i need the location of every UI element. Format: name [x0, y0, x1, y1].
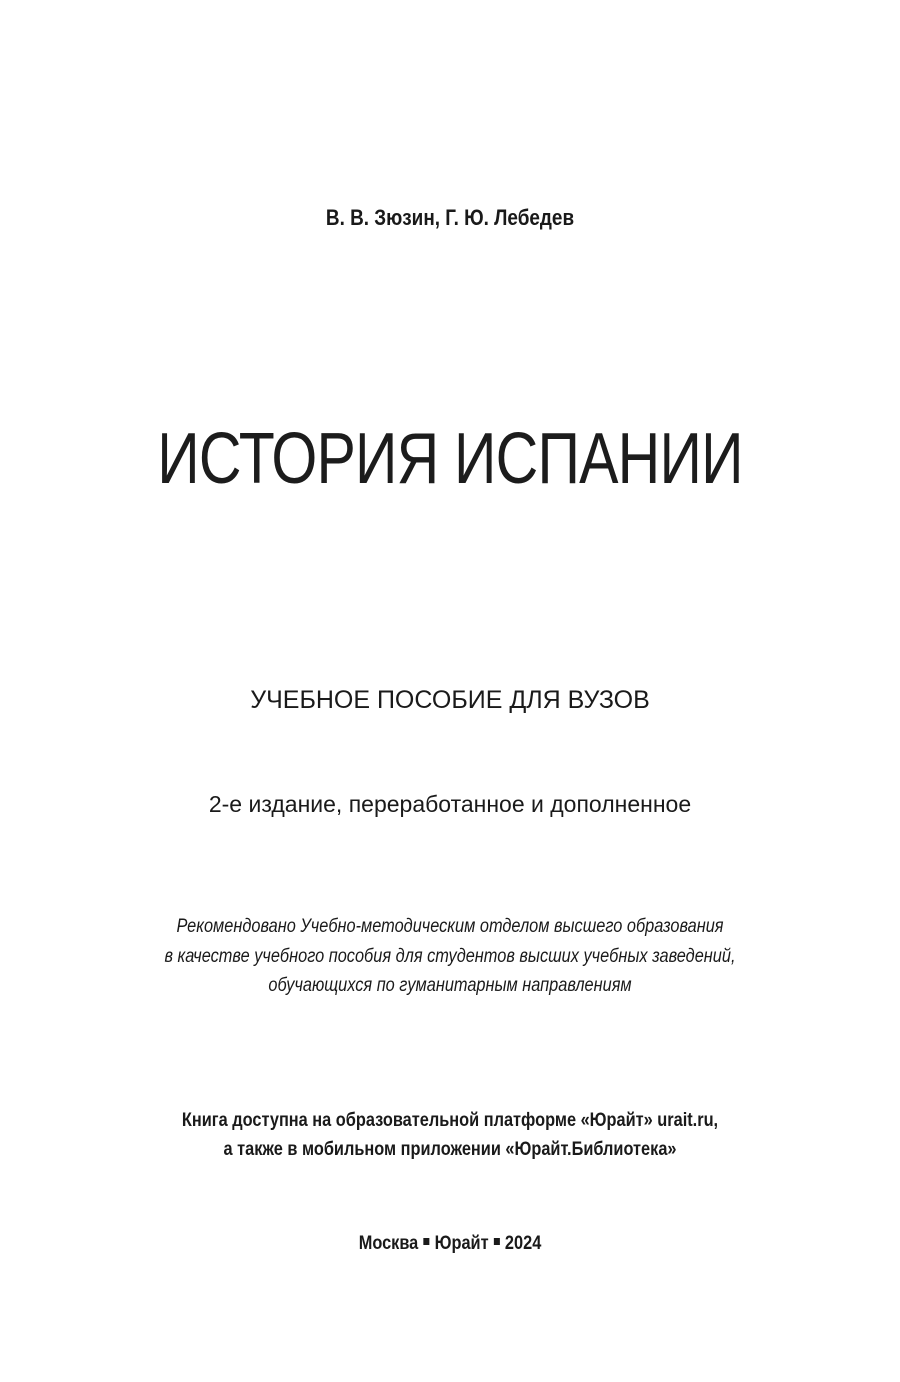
imprint-year: 2024 [504, 1233, 542, 1254]
book-subtitle: УЧЕБНОЕ ПОСОБИЕ ДЛЯ ВУЗОВ [250, 686, 650, 714]
book-title: ИСТОРИЯ ИСПАНИИ [157, 419, 743, 499]
imprint-line [63, 1233, 837, 1255]
imprint-city: Москва [358, 1233, 419, 1254]
availability-line-1: Книга доступна на образовательной платформе «Юрайт» urait.ru, [181, 1110, 719, 1131]
square-bullet-icon [423, 1238, 429, 1245]
square-bullet-icon [494, 1238, 500, 1245]
availability-line-2: а также в мобильном приложении «Юрайт.Библиотека» [223, 1139, 677, 1160]
recommendation-line-1: Рекомендовано Учебно-методическим отделом высшего образования [176, 916, 724, 937]
book-authors: В. В. Зюзин, Г. Ю. Лебедев [325, 205, 575, 230]
recommendation-line-3: обучающихся по гуманитарным направлениям [268, 975, 632, 996]
recommendation-line-2: в качестве учебного пособия для студентов высших учебных заведений, [164, 946, 736, 967]
imprint-publisher: Юрайт [434, 1233, 489, 1254]
edition-note: 2-е издание, переработанное и дополненное [208, 791, 692, 817]
